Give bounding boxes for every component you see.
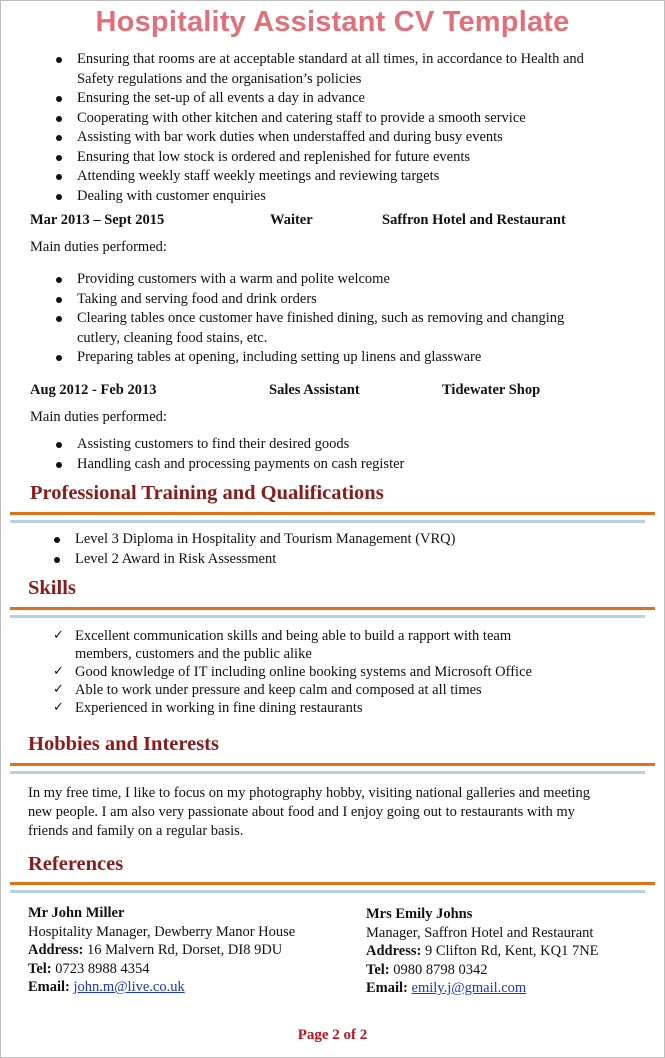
tel-label: Tel: (366, 961, 390, 978)
section-heading-training: Professional Training and Qualifications (30, 482, 384, 504)
section-divider (10, 520, 645, 523)
reference-address: 16 Malvern Rd, Dorset, DI8 9DU (86, 942, 283, 958)
training-list (51, 530, 571, 569)
document-title: Hospitality Assistant CV Template (95, 6, 570, 38)
list-item: Ensuring that low stock is ordered and replenished for future events (53, 148, 593, 168)
section-divider (10, 512, 655, 515)
list-item: Assisting customers to find their desired goods (53, 435, 573, 455)
reference-1 (28, 904, 348, 997)
list-item: ✓ Experienced in working in fine dining restaurants (51, 699, 571, 717)
list-item: ✓ Good knowledge of IT including online booking systems and Microsoft Office (51, 663, 571, 681)
reference-tel: 0723 8988 4354 (55, 960, 150, 977)
list-item: Ensuring that rooms are at acceptable standard at all times, in accordance to Health and Safety regulations and the organisation’s policies (53, 50, 593, 89)
job-role: Sales Assistant (269, 382, 360, 398)
section-divider (10, 763, 655, 766)
address-label: Address: (28, 942, 84, 958)
skills-list (51, 627, 571, 717)
hobbies-paragraph: In my free time, I like to focus on my photography hobby, visiting national galleries and meeting new people. I am also very passionate about food and I enjoy going out to restaurants with my friends and family on a regular basis. (28, 785, 591, 839)
duties-label: Main duties performed: (30, 409, 167, 425)
section-divider (10, 771, 645, 774)
job-duties-list (53, 270, 573, 368)
section-divider (10, 890, 645, 893)
list-item: ✓ Able to work under pressure and keep calm and composed at all times (51, 681, 571, 699)
job-dates: Aug 2012 - Feb 2013 (30, 382, 157, 398)
list-item: Level 2 Award in Risk Assessment (51, 550, 571, 570)
list-item: Taking and serving food and drink orders (53, 290, 573, 310)
reference-tel: 0980 8798 0342 (393, 961, 488, 978)
reference-name: Mrs Emily Johns (366, 906, 473, 922)
job-employer: Saffron Hotel and Restaurant (382, 212, 566, 228)
duties-label: Main duties performed: (30, 239, 167, 255)
reference-position: Manager, Saffron Hotel and Restaurant (366, 924, 594, 941)
reference-name: Mr John Miller (28, 905, 125, 921)
list-item: Level 3 Diploma in Hospitality and Tourism Management (VRQ) (51, 530, 571, 550)
section-divider (10, 615, 645, 618)
page-number: Page 2 of 2 (297, 1027, 368, 1043)
reference-email-link[interactable]: john.m@live.co.uk (73, 979, 185, 995)
job-header-waiter (0, 212, 665, 232)
address-label: Address: (366, 943, 422, 959)
reference-2 (366, 905, 656, 998)
list-item: Ensuring the set-up of all events a day in advance (53, 89, 593, 109)
job-role: Waiter (270, 212, 313, 228)
email-label: Email: (28, 979, 70, 995)
list-item: Cooperating with other kitchen and catering staff to provide a smooth service (53, 109, 593, 129)
section-heading-references: References (28, 853, 124, 875)
email-label: Email: (366, 980, 408, 996)
tel-label: Tel: (28, 960, 52, 977)
list-item: Clearing tables once customer have finished dining, such as removing and changing cutlery, cleaning food stains, etc. (53, 309, 573, 348)
job-header-sales-assistant (0, 382, 665, 402)
previous-job-duties-list (53, 50, 593, 206)
list-item: ✓ Excellent communication skills and being able to build a rapport with team members, customers and the public alike (51, 627, 571, 663)
reference-position: Hospitality Manager, Dewberry Manor House (28, 923, 296, 940)
job-dates: Mar 2013 – Sept 2015 (30, 212, 165, 228)
list-item: Dealing with customer enquiries (53, 187, 593, 207)
section-heading-skills: Skills (28, 577, 76, 599)
section-heading-hobbies: Hobbies and Interests (28, 733, 219, 755)
section-divider (10, 607, 655, 610)
job-duties-list (53, 435, 573, 474)
list-item: Preparing tables at opening, including setting up linens and glassware (53, 348, 573, 368)
reference-address: 9 Clifton Rd, Kent, KQ1 7NE (424, 943, 599, 959)
list-item: Providing customers with a warm and polite welcome (53, 270, 573, 290)
list-item: Handling cash and processing payments on cash register (53, 455, 573, 475)
section-divider (10, 882, 655, 885)
reference-email-link[interactable]: emily.j@gmail.com (411, 980, 527, 996)
list-item: Attending weekly staff weekly meetings and reviewing targets (53, 167, 593, 187)
job-employer: Tidewater Shop (442, 382, 541, 398)
list-item: Assisting with bar work duties when understaffed and during busy events (53, 128, 593, 148)
